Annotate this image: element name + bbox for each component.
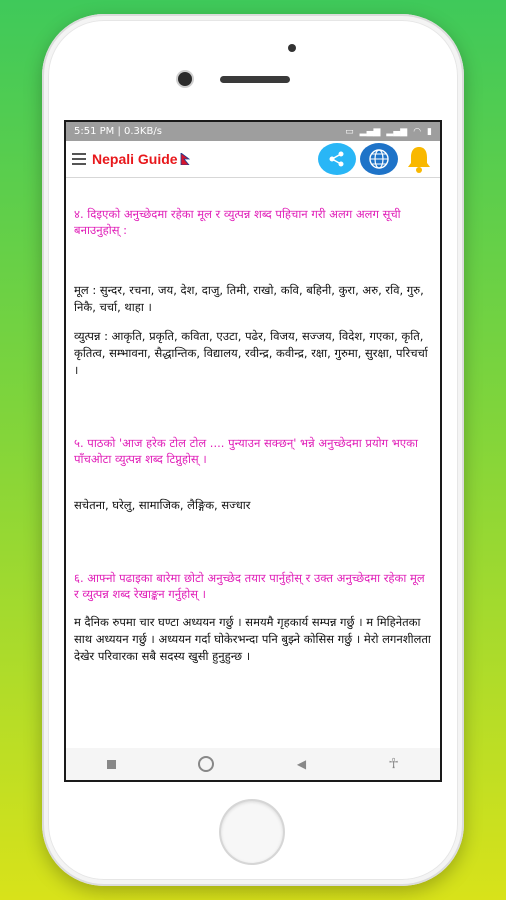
notification-button[interactable] — [402, 143, 436, 175]
status-bar — [66, 122, 440, 141]
answer-mool: मूल : सुन्दर, रचना, जय, देश, दाजु, तिमी, राखो, कवि, बहिनी, कुरा, अरु, रवि, गुरु, निकै, चर्चा, थाहा । — [74, 283, 424, 314]
recent-apps-icon[interactable] — [107, 760, 116, 769]
battery-icon: ▮ — [427, 126, 432, 137]
app-title: Nepali Guide — [92, 151, 178, 167]
question-6: ६. आफ्नो पढाइका बारेमा छोटो अनुच्छेद तयार पार्नुहोस् र उक्त अनुच्छेदमा रहेका मूल र व्युत्पन्न शब्द रेखाङ्कन गर्नुहोस् । — [74, 571, 425, 601]
question-4: ४. दिइएको अनुच्छेदमा रहेका मूल र व्युत्पन्न शब्द पहिचान गरी अलग अलग सूची बनाउनुहोस् : — [74, 207, 401, 237]
menu-icon[interactable] — [72, 153, 86, 165]
status-icons — [345, 127, 432, 137]
home-icon[interactable] — [198, 756, 214, 772]
wifi-icon: ◠ — [413, 126, 422, 137]
answer-5: सचेतना, घरेलु, सामाजिक, लैङ्गिक, सज्धार — [74, 498, 251, 512]
signal-icon-2: ▂▄▆ — [386, 126, 408, 137]
app-screen — [64, 120, 442, 782]
front-camera — [178, 72, 192, 86]
back-icon[interactable]: ◀ — [296, 757, 307, 771]
status-time: 5:51 PM | 0.3KB/s — [74, 126, 162, 137]
system-nav-bar — [66, 748, 440, 780]
toolbar-actions — [318, 143, 436, 175]
earpiece-speaker — [220, 76, 290, 83]
content-area — [66, 178, 440, 665]
nepal-flag-icon — [180, 153, 190, 165]
bell-icon — [405, 144, 433, 174]
web-button[interactable] — [360, 143, 398, 175]
share-button[interactable] — [318, 143, 356, 175]
home-button[interactable] — [221, 801, 283, 863]
share-icon — [328, 150, 346, 168]
answer-6: म दैनिक रुपमा चार घण्टा अध्ययन गर्छु । समयमै गृहकार्य सम्पन्न गर्छु । म मिहिनेतका साथ अध्ययन गर्छु । अध्ययन गर्दा घोकेरभन्दा पनि बुझ्ने कोसिस गर्छु । मेरो लगनशीलता देखेर परिवारका सबै सदस्य खुसी हुनुहुन्छ । — [74, 615, 431, 663]
answer-vyutpanna: व्युत्पन्न : आकृति, प्रकृति, कविता, एउटा, पढेर, विजय, सज्जय, विदेश, गएका, कृति, कृतित्व, सम्भावना, सैद्धान्तिक, विद्यालय, रवीन्द्र, कवीन्द्र, रक्षा, गुरुमा, सुरक्षा, परिचर्चा । — [74, 329, 428, 377]
signal-icon: ▂▄▆ — [359, 126, 381, 137]
globe-icon — [368, 148, 390, 170]
question-5: ५. पाठको 'आज हरेक टोल टोल .... पुन्याउन सक्छन्' भन्ने अनुच्छेदमा प्रयोग भएका पाँचओटा व्युत्पन्न शब्द टिप्नुहोस् । — [74, 436, 418, 466]
app-toolbar — [66, 141, 440, 178]
vpn-icon: ▭ — [345, 126, 354, 137]
sensor-dot — [288, 44, 296, 52]
accessibility-icon[interactable]: ☥ — [388, 756, 399, 772]
